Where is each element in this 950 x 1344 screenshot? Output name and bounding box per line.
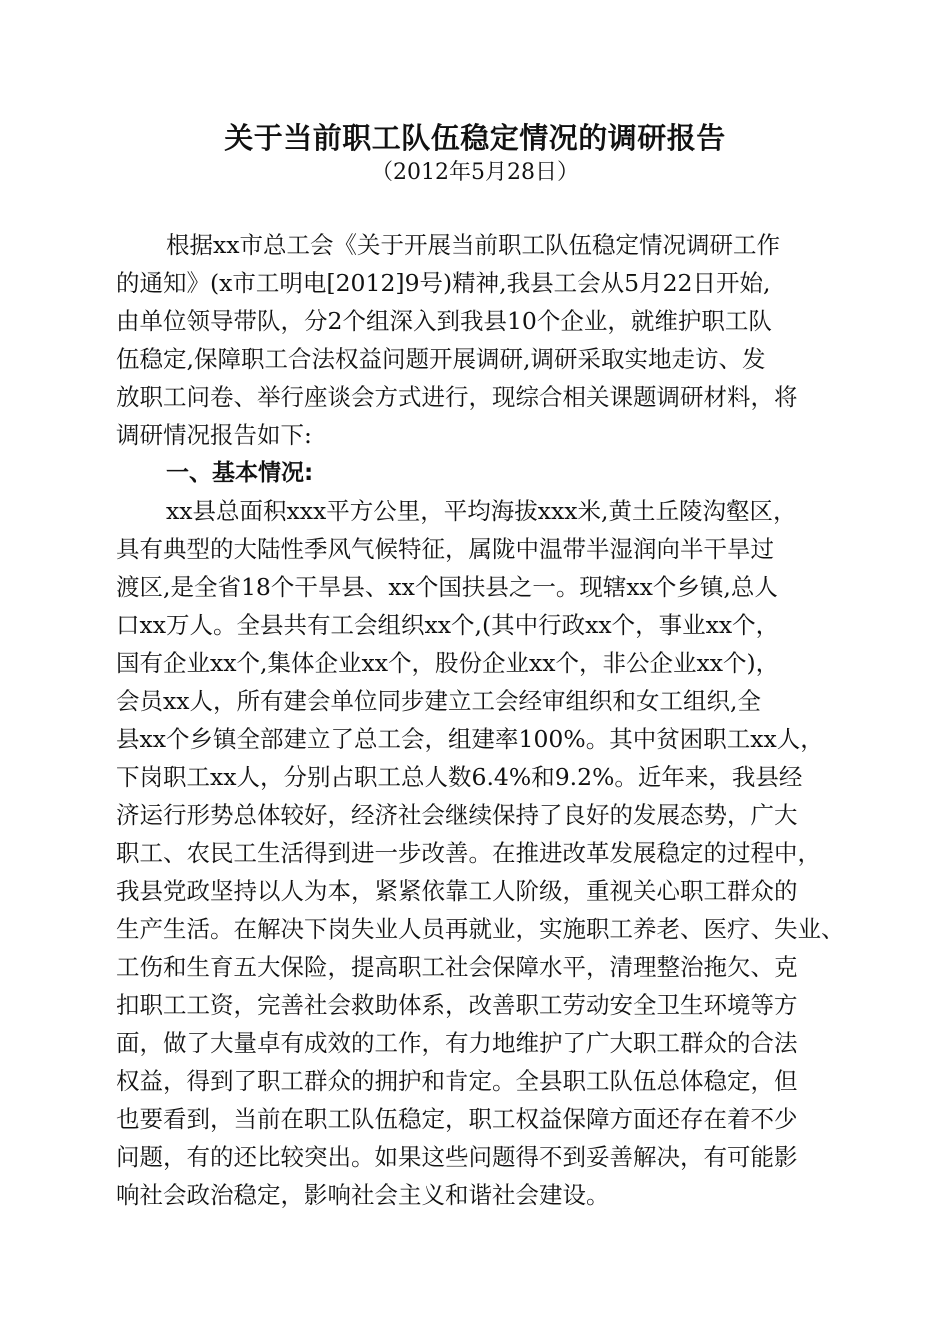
- paragraph-line: 口xx万人。全县共有工会组织xx个,(其中行政xx个，事业xx个，: [116, 611, 780, 639]
- paragraph-line: 县xx个乡镇全部建立了总工会，组建率100%。其中贫困职工xx人，: [116, 725, 824, 753]
- paragraph-line: 调研情况报告如下:: [116, 421, 312, 449]
- paragraph-line: xx县总面积xxx平方公里，平均海拔xxx米,黄土丘陵沟壑区，: [166, 497, 797, 525]
- paragraph-line: 扣职工工资，完善社会救助体系，改善职工劳动安全卫生环境等方: [116, 991, 798, 1019]
- paragraph-line: 会员xx人，所有建会单位同步建立工会经审组织和女工组织,全: [116, 687, 761, 715]
- paragraph-line: 根据xx市总工会《关于开展当前职工队伍稳定情况调研工作: [166, 231, 781, 259]
- paragraph-line: 国有企业xx个,集体企业xx个，股份企业xx个，非公企业xx个)，: [116, 649, 780, 677]
- document-date: （2012年5月28日）: [371, 160, 579, 185]
- paragraph-line: 响社会政治稳定，影响社会主义和谐社会建设。: [116, 1181, 610, 1209]
- paragraph-line: 工伤和生育五大保险，提高职工社会保障水平，清理整治拖欠、克: [116, 953, 798, 981]
- paragraph-line: 放职工问卷、举行座谈会方式进行，现综合相关课题调研材料，将: [116, 383, 798, 411]
- document-title: 关于当前职工队伍稳定情况的调研报告: [224, 121, 726, 155]
- paragraph-line: 面，做了大量卓有成效的工作，有力地维护了广大职工群众的合法: [116, 1029, 798, 1057]
- paragraph-line: 生产生活。在解决下岗失业人员再就业，实施职工养老、医疗、失业、: [116, 915, 845, 943]
- section-heading: 一、基本情况:: [166, 460, 314, 486]
- paragraph-line: 权益，得到了职工群众的拥护和肯定。全县职工队伍总体稳定，但: [116, 1067, 798, 1095]
- document-body: [116, 226, 856, 1214]
- paragraph-line: 问题，有的还比较突出。如果这些问题得不到妥善解决，有可能影: [116, 1143, 798, 1171]
- paragraph-line: 我县党政坚持以人为本，紧紧依靠工人阶级，重视关心职工群众的: [116, 877, 798, 905]
- paragraph-line: 具有典型的大陆性季风气候特征，属陇中温带半湿润向半干旱过: [116, 535, 774, 563]
- paragraph-line: 渡区,是全省18个干旱县、xx个国扶县之一。现辖xx个乡镇,总人: [116, 573, 778, 601]
- paragraph-line: 下岗职工xx人，分别占职工总人数6.4%和9.2%。近年来，我县经: [116, 763, 803, 791]
- paragraph-line: 的通知》(x市工明电[2012]9号)精神,我县工会从5月22日开始,: [116, 269, 771, 297]
- paragraph-line: 由单位领导带队，分2个组深入到我县10个企业，就维护职工队: [116, 307, 772, 335]
- paragraph-line: 职工、农民工生活得到进一步改善。在推进改革发展稳定的过程中，: [116, 839, 821, 867]
- paragraph-line: 也要看到，当前在职工队伍稳定，职工权益保障方面还存在着不少: [116, 1105, 798, 1133]
- paragraph-line: 伍稳定,保障职工合法权益问题开展调研,调研采取实地走访、发: [116, 345, 766, 373]
- paragraph-line: 济运行形势总体较好，经济社会继续保持了良好的发展态势，广大: [116, 801, 798, 829]
